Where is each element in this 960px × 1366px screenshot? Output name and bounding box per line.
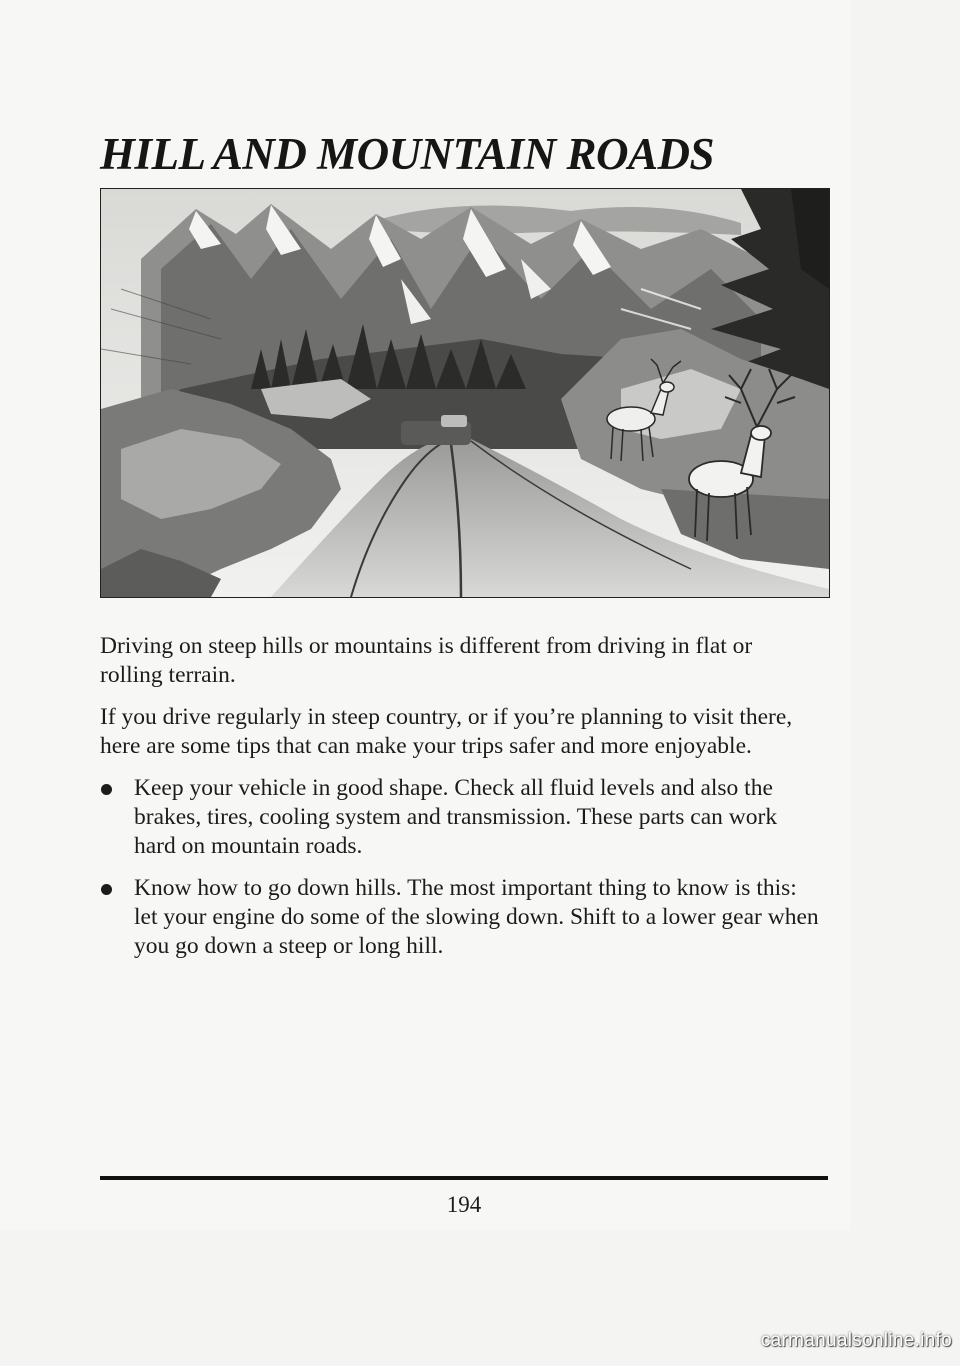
page-title: HILL AND MOUNTAIN ROADS [100,129,714,179]
intro-paragraph: Driving on steep hills or mountains is different from driving in flat or rolling terrain. [100,633,753,688]
tips-paragraph: If you drive regularly in steep country, or if you’re planning to visit there, here are some tips that can make your trips safer and more enjoyable. [100,704,793,759]
list-item [100,774,820,861]
page-number: 194 [446,1192,482,1217]
bullet-icon [101,784,112,795]
tips-list [100,774,820,961]
mountain-road-illustration [100,188,830,598]
list-item-text: Keep your vehicle in good shape. Check all fluid levels and also the brakes, tires, cooling system and transmission. These parts can work hard on mountain roads. [134,775,778,859]
body-text [100,632,820,974]
list-item-text: Know how to go down hills. The most important thing to know is this: let your engine do some of the slowing down. Shift to a lower gear when you go down a steep or long hill. [134,875,819,959]
footer-divider [100,1176,828,1180]
watermark: carmanualsonline.info [760,1330,952,1351]
bullet-icon [101,884,112,895]
list-item [100,874,820,961]
